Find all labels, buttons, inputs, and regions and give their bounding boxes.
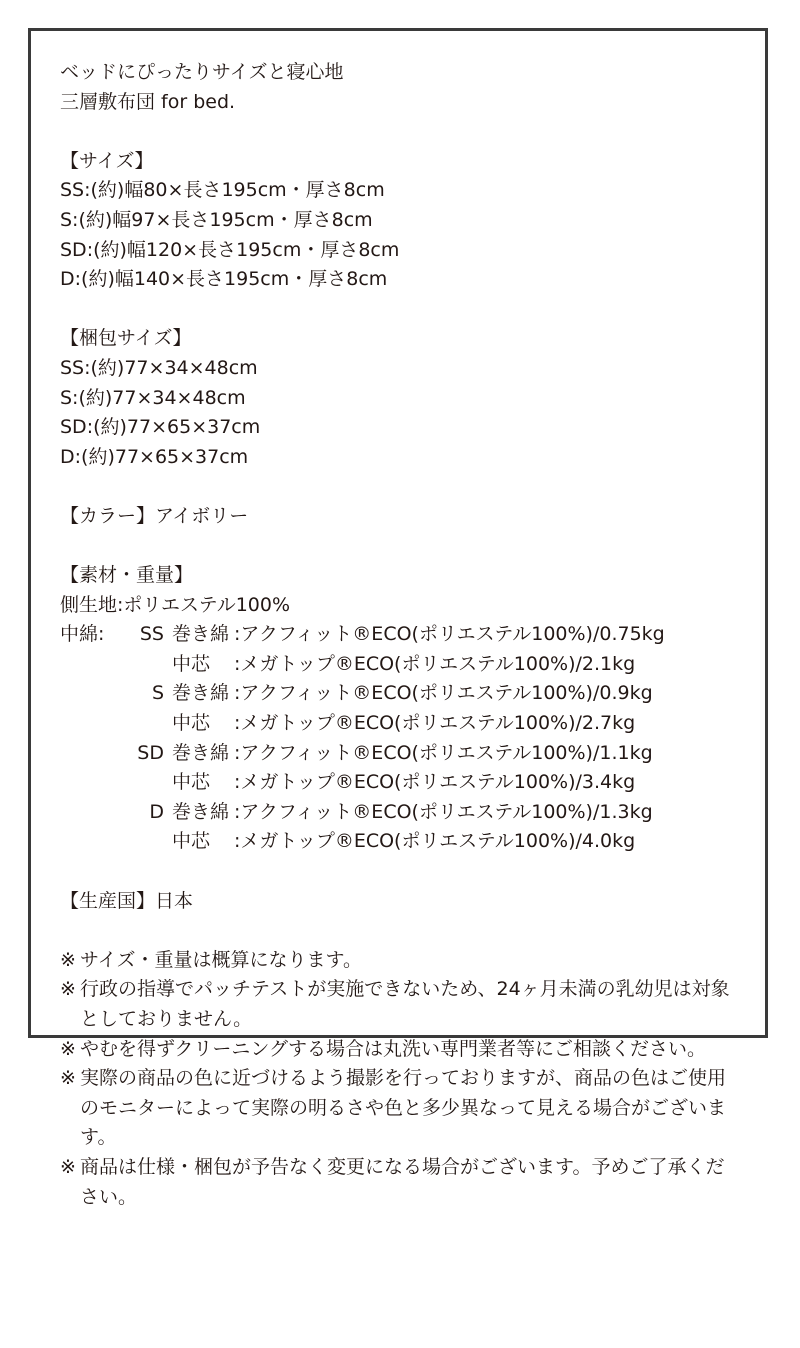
note-mark: ※: [60, 1037, 76, 1060]
note-text: 行政の指導でパッチテストが実施できないため、24ヶ月未満の乳幼児は対象としておりません。: [80, 978, 730, 1030]
note-item: [60, 1153, 760, 1212]
note-item: [60, 1035, 760, 1065]
filling-row: [60, 798, 760, 828]
origin-info: 【生産国】日本: [60, 889, 194, 912]
filling-size: SD: [137, 741, 164, 764]
color-info: 【カラー】アイボリー: [60, 504, 249, 527]
filling-size: [124, 650, 172, 680]
size-ss: SS:(約)幅80×長さ195cm・厚さ8cm: [60, 179, 385, 202]
filling-size: [124, 768, 172, 798]
filling-part: 中芯: [172, 771, 211, 794]
note-mark: ※: [60, 948, 76, 971]
package-s: S:(約)77×34×48cm: [60, 386, 246, 409]
product-name: 三層敷布団 for bed.: [60, 90, 236, 113]
filling-part: 中芯: [172, 830, 211, 853]
filling-size: [124, 709, 172, 739]
material-cover: 側生地:ポリエステル100%: [60, 593, 291, 616]
filling-size: S: [151, 682, 164, 705]
note-text: 商品は仕様・梱包が予告なく変更になる場合がございます。予めご了承ください。: [80, 1155, 725, 1208]
note-item: [60, 1064, 760, 1153]
filling-value: :メガトップ®ECO(ポリエステル100%)/4.0kg: [234, 830, 636, 853]
note-item: [60, 946, 760, 976]
package-sd: SD:(約)77×65×37cm: [60, 416, 261, 439]
filling-part: 巻き綿: [172, 682, 230, 705]
note-mark: ※: [60, 1067, 76, 1090]
material-heading: 【素材・重量】: [60, 564, 194, 587]
filling-value: :アクフィット®ECO(ポリエステル100%)/0.75kg: [234, 623, 665, 646]
package-ss: SS:(約)77×34×48cm: [60, 356, 258, 379]
filling-value: :メガトップ®ECO(ポリエステル100%)/2.1kg: [234, 652, 636, 675]
package-d: D:(約)77×65×37cm: [60, 445, 249, 468]
filling-part: 中芯: [172, 712, 211, 735]
filling-part: 巻き綿: [172, 741, 230, 764]
note-text: サイズ・重量は概算になります。: [80, 948, 362, 971]
filling-value: :メガトップ®ECO(ポリエステル100%)/2.7kg: [234, 712, 636, 735]
filling-row: [60, 739, 760, 769]
filling-part: 巻き綿: [172, 800, 230, 823]
filling-size: SS: [139, 623, 164, 646]
filling-row: [60, 679, 760, 709]
filling-row: [60, 768, 760, 798]
filling-row: [60, 827, 760, 857]
filling-part: 巻き綿: [172, 623, 230, 646]
size-heading: 【サイズ】: [60, 149, 154, 172]
product-tagline: ベッドにぴったりサイズと寝心地: [60, 61, 344, 83]
note-item: [60, 975, 760, 1034]
note-text: 実際の商品の色に近づけるよう撮影を行っておりますが、商品の色はご使用のモニターによって実際の明るさや色と多少異なって見える場合がございます。: [80, 1067, 727, 1149]
filling-label: 中綿:: [60, 623, 105, 646]
filling-row: [60, 709, 760, 739]
note-mark: ※: [60, 1155, 76, 1178]
size-s: S:(約)幅97×長さ195cm・厚さ8cm: [60, 208, 373, 231]
note-text: やむを得ずクリーニングする場合は丸洗い専門業者等にご相談ください。: [80, 1037, 707, 1060]
filling-value: :アクフィット®ECO(ポリエステル100%)/0.9kg: [234, 682, 653, 705]
filling-value: :アクフィット®ECO(ポリエステル100%)/1.3kg: [234, 800, 653, 823]
filling-row: [60, 620, 760, 650]
filling-value: :アクフィット®ECO(ポリエステル100%)/1.1kg: [234, 741, 653, 764]
filling-size: [124, 827, 172, 857]
filling-value: :メガトップ®ECO(ポリエステル100%)/3.4kg: [234, 771, 636, 794]
package-heading: 【梱包サイズ】: [60, 327, 192, 350]
size-d: D:(約)幅140×長さ195cm・厚さ8cm: [60, 268, 388, 291]
size-sd: SD:(約)幅120×長さ195cm・厚さ8cm: [60, 238, 400, 261]
filling-row: [60, 650, 760, 680]
spec-content: [60, 58, 760, 1212]
note-mark: ※: [60, 978, 76, 1001]
filling-size: D: [149, 800, 164, 823]
filling-part: 中芯: [172, 652, 211, 675]
